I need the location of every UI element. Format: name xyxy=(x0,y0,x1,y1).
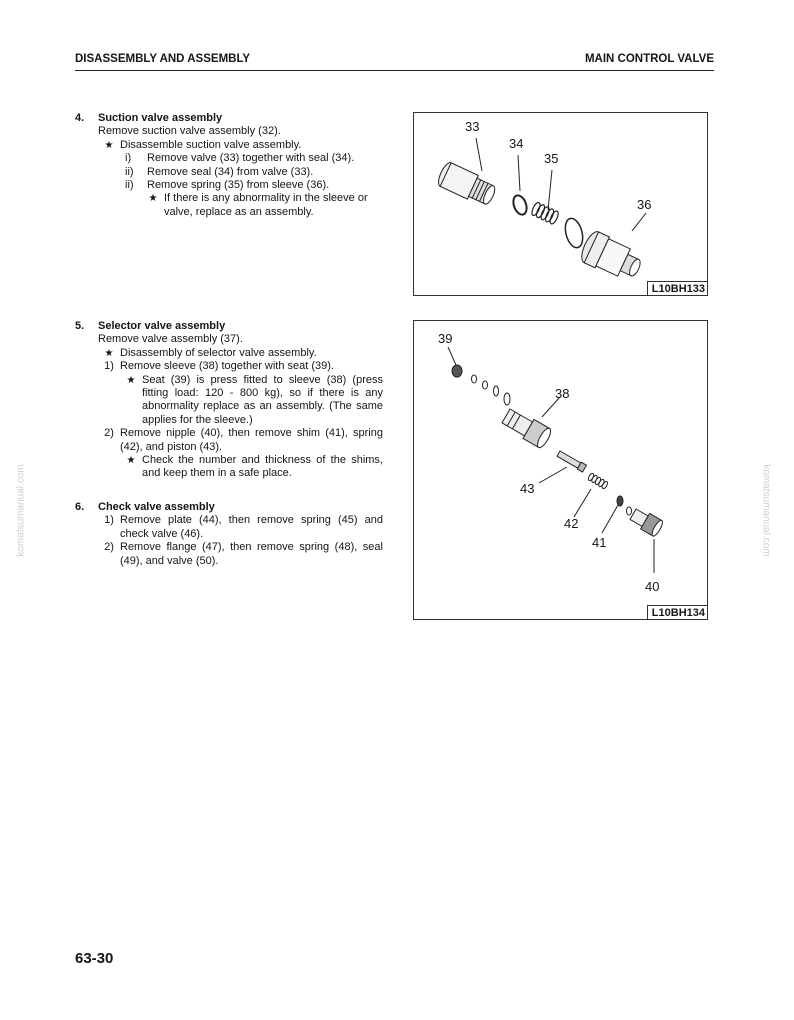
figure-code: L10BH134 xyxy=(647,605,707,619)
header-right-title: MAIN CONTROL VALVE xyxy=(584,53,714,65)
step-line: Check the number and thickness of the shims, and keep them in a safe place. xyxy=(142,454,383,480)
step-marker: 1) xyxy=(104,514,114,527)
callout-label: 38 xyxy=(555,386,570,401)
section-number: 5. xyxy=(75,320,85,332)
callout-label: 34 xyxy=(509,136,524,151)
step-line: Remove seal (34) from valve (33). xyxy=(147,165,314,178)
selector-valve-diagram xyxy=(414,321,707,619)
step-line: Remove nipple (40), then remove shim (41), spring (42), and piston (43). xyxy=(120,427,383,453)
callout-label: 36 xyxy=(637,197,652,212)
section-number: 4. xyxy=(75,112,85,124)
step-line: Disassembly of selector valve assembly. xyxy=(120,346,317,359)
step-line: Remove suction valve assembly (32). xyxy=(98,125,281,138)
star-icon: ★ xyxy=(104,139,114,151)
callout-label: 40 xyxy=(645,579,660,594)
star-icon: ★ xyxy=(148,193,158,205)
step-line: Remove valve (33) together with seal (34). xyxy=(147,152,355,165)
step-marker: 2) xyxy=(104,427,114,440)
figure-suction-valve xyxy=(413,112,708,296)
step-line: Remove spring (35) from sleeve (36). xyxy=(147,179,330,192)
step-marker: 1) xyxy=(104,360,114,373)
watermark-left: komatsumanual.com xyxy=(15,464,27,557)
callout-label: 35 xyxy=(544,151,559,166)
figure-code: L10BH133 xyxy=(647,281,707,295)
header-left-title: DISASSEMBLY AND ASSEMBLY xyxy=(75,53,251,65)
page-number: 63-30 xyxy=(75,950,114,967)
step-line: Remove flange (47), then remove spring (48), seal (49), and valve (50). xyxy=(120,541,383,567)
section-number: 6. xyxy=(75,501,85,513)
callout-label: 39 xyxy=(438,331,453,346)
callout-label: 42 xyxy=(564,516,579,531)
section-check-valve xyxy=(75,501,405,568)
step-marker: 2) xyxy=(104,541,114,554)
step-marker: i) xyxy=(125,152,132,165)
section-title: Suction valve assembly xyxy=(98,112,223,124)
section-suction-valve xyxy=(75,112,405,219)
step-line: Seat (39) is press fitted to sleeve (38) (press fitting load: 120 - 800 kg), so if there is any abnormality replace as an assembly. (The same applies for the sleeve.) xyxy=(142,373,383,426)
callout-label: 43 xyxy=(520,481,535,496)
step-line: Remove valve assembly (37). xyxy=(98,333,243,346)
callout-label: 41 xyxy=(592,535,607,550)
figure-selector-valve xyxy=(413,320,708,620)
section-selector-valve xyxy=(75,320,405,481)
section-title: Check valve assembly xyxy=(98,501,215,513)
star-icon: ★ xyxy=(126,374,136,386)
step-line: Remove sleeve (38) together with seat (39). xyxy=(120,360,334,373)
step-line: Disassemble suction valve assembly. xyxy=(120,138,302,151)
step-marker: ii) xyxy=(125,165,134,178)
page-header xyxy=(75,52,714,71)
step-marker: ii) xyxy=(125,179,134,192)
section-title: Selector valve assembly xyxy=(98,320,226,332)
watermark-right: komatsumanual.com xyxy=(760,464,772,557)
callout-label: 33 xyxy=(465,119,480,134)
star-icon: ★ xyxy=(126,455,136,467)
step-line: Remove plate (44), then remove spring (45) and check valve (46). xyxy=(120,514,383,540)
step-line: If there is any abnormality in the sleeve or valve, replace as an assembly. xyxy=(164,192,368,218)
suction-valve-diagram xyxy=(414,113,707,295)
star-icon: ★ xyxy=(104,347,114,359)
